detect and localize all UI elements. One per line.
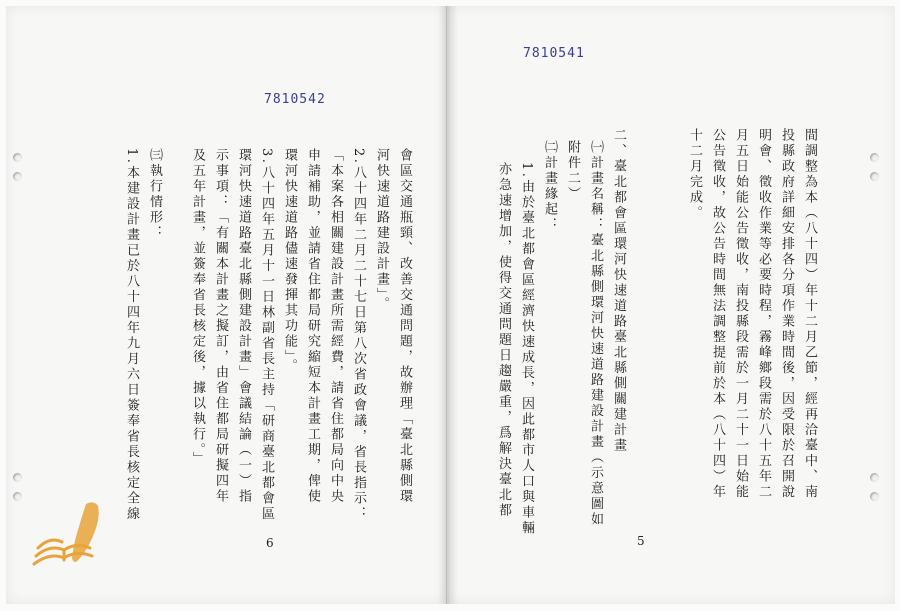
- text-column: 公告徵收，故公告時間無法調整提前於本（八十四）年: [710, 128, 725, 500]
- right-page: [447, 6, 895, 604]
- text-column: 月五日始能公告徵收，南投縣段需於一月二十一日始能: [733, 128, 748, 500]
- text-column: 「本案各相關建設計畫所需經費，請省住都局向中央: [328, 148, 343, 505]
- text-column: 附件二）: [565, 140, 580, 202]
- book-gutter: [438, 6, 458, 604]
- left-page-text: [6, 148, 446, 528]
- section-heading: 二、臺北都會區環河快速道路臺北縣側關建計畫: [611, 128, 626, 454]
- text-column: 投縣政府詳細安排各分項作業時間後，因受限於召開說: [779, 128, 794, 500]
- text-column: 環河快速道路臺北縣側建設計畫」會議結論（一）指: [236, 148, 251, 505]
- text-column: 1.本建設計畫已於八十四年九月六日簽奉省長核定全線: [124, 148, 139, 522]
- text-column: 十二月完成。: [687, 128, 702, 221]
- text-column: 明會、徵收作業等必要時程，霧峰鄉段需於八十五年二: [756, 128, 771, 500]
- text-column: 申請補助，並請省住都局研究縮短本計畫工期，俾使: [305, 148, 320, 505]
- right-page-text: [447, 128, 895, 536]
- text-column: 亦急速增加，使得交通問題日趨嚴重，爲解決臺北都: [496, 162, 511, 519]
- page-number: 5: [637, 534, 645, 548]
- section-heading: ㈡計畫緣起：: [542, 140, 557, 233]
- taiwan-archive-logo: [28, 498, 118, 576]
- text-column: 示事項：「有關本計畫之擬訂，由省住都局研擬四年: [213, 148, 228, 505]
- text-column: 3.八十四年五月十一日林副省長主持「研商臺北都會區: [259, 148, 274, 522]
- section-heading: ㈢執行情形：: [147, 148, 162, 241]
- text-column: 1.由於臺北都會區經濟快速成長，因此都市人口與車輛: [519, 162, 534, 536]
- text-column: 2.八十四年二月二十七日第八次省政會議，省長指示：: [351, 148, 366, 522]
- text-column: ㈠計畫名稱：臺北縣側環河快速道路建設計畫（示意圖如: [588, 140, 603, 528]
- page-number: 6: [266, 536, 274, 550]
- text-column: 河快速道路建設計畫」。: [374, 148, 389, 312]
- text-column: 及五年計畫，並簽奉省長核定後，據以執行。」: [190, 148, 205, 467]
- text-column: 環河快速道路儘速發揮其功能」。: [282, 148, 297, 374]
- serial-stamp: 7810541: [523, 46, 585, 61]
- serial-stamp: 7810542: [264, 92, 326, 107]
- text-column: 會區交通瓶頸、改善交通問題，故辦理「臺北縣側環: [397, 148, 412, 505]
- text-column: 間調整為本（八十四）年十二月乙節，經再洽臺中、南: [802, 128, 817, 500]
